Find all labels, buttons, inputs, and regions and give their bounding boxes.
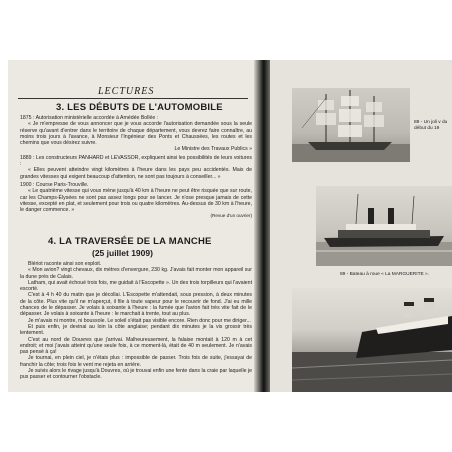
paragraph: Et puis enfin, je devinai au loin la côte anglaise; pendant dix minutes je la vis grossir très lentement.	[20, 323, 252, 337]
paragraph: 1875 : Autorisation ministérielle accordée à Amédée Bollée :	[20, 115, 159, 121]
paragraph: Je suivis alors le rivage jusqu'à Douvres, où je trouvai enfin une fente dans la craie par laquelle je pus passer et contourner l'obstacle.	[20, 368, 252, 381]
section-4-text	[20, 261, 252, 381]
paragraph: « Je m'empresse de vous annoncer que je vous accorde l'autorisation demandée sous la seule réserve qu'avant d'entrer dans le territoire de chaque département, vous devrez faire connaître, au moins trois jours à l'avance, à Monsieur l'Ingénieur des Ponts et Chaussées, les routes et les chemins que vous désirez suivre.	[20, 121, 252, 147]
paragraph: Latham, qui avait échoué trois fois, me guidait à l'Escopette ». Un des trois torpilleurs qui l'avaient escorté.	[20, 279, 253, 293]
paragraph: 1900 : Course Paris-Trouville.	[20, 181, 89, 188]
book-spread	[8, 60, 452, 392]
paragraph: « Mon avion? vingt chevaux, dix mètres d'envergure, 230 kg. J'avais fait monter mon appareil sur la dune près de Calais.	[20, 267, 252, 280]
photo-caption: 88 - Un joli v du début du 19	[414, 120, 448, 131]
signature-line: Le Ministre des Travaux Publics »	[174, 146, 252, 153]
sailing-ship-photo-icon	[292, 88, 410, 162]
section-3-title: 3. LES DÉBUTS DE L'AUTOMOBILE	[56, 102, 223, 113]
paragraph: Je m'avais ni montre, ni boussole. Le soleil s'était pas visible encore. Rien donc pour me diriger...	[28, 317, 251, 324]
ocean-liner-photo-icon	[292, 288, 452, 392]
paragraph: Blériot raconte ainsi son exploit.	[28, 261, 102, 267]
section-3-text	[20, 115, 252, 220]
source-note: (Revue d'un ouvrier)	[210, 213, 252, 219]
header-rule	[18, 98, 248, 99]
paddle-steamer-photo-icon	[316, 186, 452, 266]
paragraph: 1889 : Les constructeurs PANHARD et LEVASSOR, expliquent ainsi les possibilités de leurs voitures :	[20, 154, 252, 168]
paragraph: « Le quatrième vitesse qui vous mène jusqu'à 40 km à l'heure ne peut être risquée que sur route, car les Champs-Élysées ne sont pas assez longs pour se lancer. Je n'ose presque jamais de cette vitesse, excepté en plat, et seulement pour trois ou quatre kilomètres. Au-dessus de 30 km à l'heure, le danger commence. »	[20, 188, 252, 214]
page-header: LECTURES	[98, 86, 155, 97]
paragraph: C'est au nord de Douvres que j'arrivai. Malheureusement, la falaise montait à 120 m à cet endroit; et moi j'avais atteint qu'une seule fois, à ce moment-là, était de 40 m seulement. Je n'avais pas pensé à ça!	[20, 336, 252, 356]
left-page	[8, 60, 266, 392]
right-page	[270, 60, 452, 392]
section-4-title: 4. LA TRAVERSÉE DE LA MANCHE	[48, 236, 212, 247]
paragraph: « Elles peuvent atteindre vingt kilomètres à l'heure dans les pays peu accidentés. Mais de grandes vitesses qui exigent beaucoup d'attention, ne sont pas toujours à conseiller... »	[20, 167, 252, 180]
photo-caption: 89 - Bateau à roue « La MARGUERITE ».	[340, 272, 430, 277]
paragraph: Je tournai, en plein ciel, je n'étais plus : impossible de passer. Trois fois de suite, j'essayai de franchir la côte; trois fois le vent me rejeta en arrière.	[20, 355, 252, 368]
section-4-subtitle: (25 juillet 1909)	[92, 248, 153, 258]
paragraph: C'est à 4 h 40 du matin que je décollai. L'Escopette m'attendait, sous pression, à deux minutes de la côte. Plus vite qu'il ne m'aperçut, il file à toute vapeur pour le recouvrir de fond. J'ai eu mille chances de le dépasser. Je volais à soixante à l'heure : la fumée que l'avion fait très vite fait de le dépasser. Je volais à soixante à l'heure : le marchait à trente, tout au plus.	[20, 292, 252, 318]
